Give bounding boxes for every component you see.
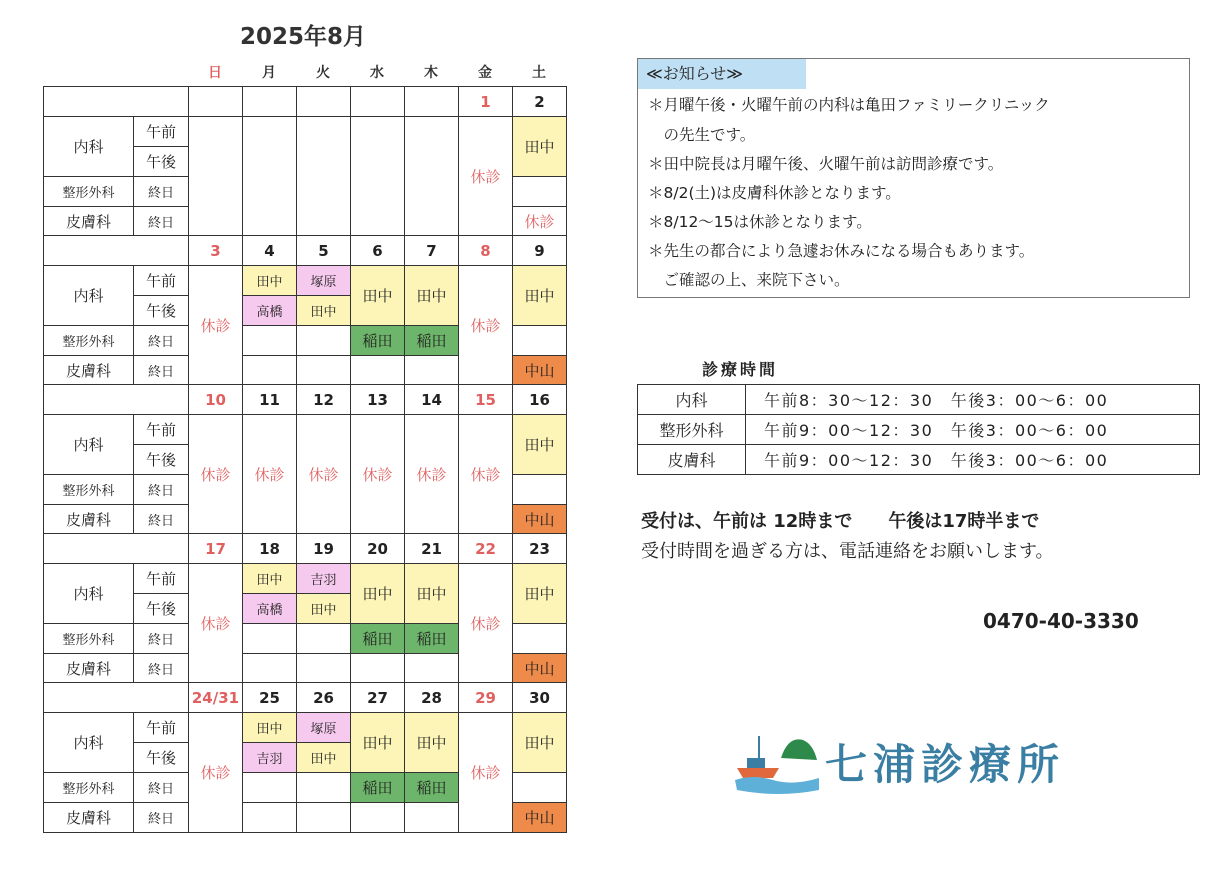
empty-cell — [242, 802, 297, 833]
date-cell — [188, 86, 243, 117]
time-label-pm: 午後 — [133, 146, 189, 177]
time-label-allday: 終日 — [133, 623, 189, 654]
day-header-fri: 金 — [478, 65, 492, 81]
date-cell: 12 — [296, 384, 351, 415]
dept-label-derm: 皮膚科 — [43, 653, 134, 684]
doctor-am: 田中 — [242, 563, 297, 594]
week-label-spacer — [43, 384, 189, 415]
day-header-sun: 日 — [208, 65, 222, 81]
empty-cell — [242, 653, 297, 684]
calendar-title: 2025年8月 — [240, 24, 367, 50]
date-cell — [350, 86, 405, 117]
time-label-am: 午前 — [133, 414, 189, 445]
doctor-am: 田中 — [242, 712, 297, 743]
notice-line: ご確認の上、来院下さい。 — [648, 271, 850, 289]
hours-row — [638, 445, 1200, 475]
time-label-am: 午前 — [133, 116, 189, 147]
empty-cell — [296, 623, 351, 654]
empty-cell — [512, 325, 567, 356]
dept-label-derm: 皮膚科 — [43, 802, 134, 833]
dept-label-ortho: 整形外科 — [43, 325, 134, 356]
empty-cell — [188, 116, 243, 237]
date-cell: 13 — [350, 384, 405, 415]
time-label-allday: 終日 — [133, 653, 189, 684]
empty-cell — [404, 355, 459, 386]
empty-cell — [242, 772, 297, 803]
notice-title: ≪お知らせ≫ — [638, 59, 806, 89]
hours-time: 午前9：00～12：30 午後3：00～6：00 — [746, 415, 1200, 445]
week-label-spacer — [43, 682, 189, 713]
day-header-thu: 木 — [424, 65, 438, 81]
week-label-spacer — [43, 533, 189, 564]
date-cell: 14 — [404, 384, 459, 415]
phone-number: 0470-40-3330 — [983, 609, 1139, 633]
date-cell: 10 — [188, 384, 243, 415]
empty-cell — [350, 116, 405, 237]
doctor-pm: 高橋 — [242, 295, 297, 326]
empty-cell — [242, 325, 297, 356]
date-cell — [242, 86, 297, 117]
dept-label-ortho: 整形外科 — [43, 176, 134, 207]
doctor-ortho: 稲田 — [404, 772, 459, 803]
closed-cell: 休診 — [296, 414, 351, 535]
date-cell: 7 — [404, 235, 459, 266]
time-label-pm: 午後 — [133, 444, 189, 475]
closed-cell: 休診 — [458, 414, 513, 535]
date-cell: 27 — [350, 682, 405, 713]
closed-cell: 休診 — [512, 206, 567, 237]
date-cell: 4 — [242, 235, 297, 266]
doctor-am: 塚原 — [296, 712, 351, 743]
clinic-name: 七浦診療所 — [825, 740, 1066, 789]
closed-cell: 休診 — [404, 414, 459, 535]
date-cell: 18 — [242, 533, 297, 564]
empty-cell — [404, 116, 459, 237]
date-cell: 5 — [296, 235, 351, 266]
time-label-allday: 終日 — [133, 504, 189, 535]
closed-cell: 休診 — [188, 414, 243, 535]
doctor-am: 吉羽 — [296, 563, 351, 594]
time-label-am: 午前 — [133, 712, 189, 743]
closed-cell: 休診 — [242, 414, 297, 535]
empty-cell — [350, 802, 405, 833]
notice-line: ＊月曜午後・火曜午前の内科は亀田ファミリークリニック — [648, 96, 1050, 114]
doctor-derm: 中山 — [512, 802, 567, 833]
doctor-ortho: 稲田 — [404, 325, 459, 356]
time-label-allday: 終日 — [133, 176, 189, 207]
hours-title: 診療時間 — [702, 360, 779, 379]
doctor-pm: 吉羽 — [242, 742, 297, 773]
doctor-internal: 田中 — [404, 563, 459, 624]
reception-hours: 受付は、午前は 12時まで 午後は17時半まで — [641, 511, 1040, 532]
date-cell: 15 — [458, 384, 513, 415]
date-cell: 11 — [242, 384, 297, 415]
date-cell: 22 — [458, 533, 513, 564]
doctor-internal: 田中 — [350, 563, 405, 624]
date-cell: 23 — [512, 533, 567, 564]
hours-dept: 皮膚科 — [638, 445, 746, 475]
doctor-pm: 高橋 — [242, 593, 297, 624]
notice-line: の先生です。 — [648, 126, 756, 144]
closed-cell: 休診 — [458, 116, 513, 237]
dept-label-internal: 内科 — [43, 116, 134, 177]
hours-time: 午前8：30～12：30 午後3：00～6：00 — [746, 385, 1200, 415]
date-cell: 20 — [350, 533, 405, 564]
notice-line: ＊8/2(土)は皮膚科休診となります。 — [648, 184, 901, 202]
date-cell: 8 — [458, 235, 513, 266]
doctor-internal: 田中 — [512, 712, 567, 773]
doctor-internal: 田中 — [512, 563, 567, 624]
empty-cell — [296, 325, 351, 356]
closed-cell: 休診 — [188, 563, 243, 684]
time-label-allday: 終日 — [133, 206, 189, 237]
empty-cell — [350, 653, 405, 684]
dept-label-ortho: 整形外科 — [43, 623, 134, 654]
empty-cell — [296, 653, 351, 684]
date-cell: 1 — [458, 86, 513, 117]
date-cell: 26 — [296, 682, 351, 713]
empty-cell — [512, 176, 567, 207]
closed-cell: 休診 — [350, 414, 405, 535]
doctor-ortho: 稲田 — [350, 772, 405, 803]
doctor-derm: 中山 — [512, 355, 567, 386]
date-cell: 21 — [404, 533, 459, 564]
date-cell: 30 — [512, 682, 567, 713]
date-cell: 3 — [188, 235, 243, 266]
doctor-am: 塚原 — [296, 265, 351, 296]
empty-cell — [350, 355, 405, 386]
date-cell: 19 — [296, 533, 351, 564]
time-label-am: 午前 — [133, 265, 189, 296]
doctor-derm: 中山 — [512, 504, 567, 535]
dept-label-internal: 内科 — [43, 414, 134, 475]
empty-cell — [296, 116, 351, 237]
day-header-sat: 土 — [532, 65, 546, 81]
doctor-derm: 中山 — [512, 653, 567, 684]
date-cell: 28 — [404, 682, 459, 713]
notice-line: ＊8/12～15は休診となります。 — [648, 213, 872, 231]
empty-cell — [404, 653, 459, 684]
boat-island-icon — [733, 728, 823, 794]
week-label-spacer — [43, 86, 189, 117]
empty-cell — [296, 355, 351, 386]
hours-dept: 内科 — [638, 385, 746, 415]
notice-line: ＊田中院長は月曜午後、火曜午前は訪問診療です。 — [648, 155, 1004, 173]
date-cell: 17 — [188, 533, 243, 564]
doctor-pm: 田中 — [296, 593, 351, 624]
clinic-logo — [733, 728, 1113, 794]
date-cell: 6 — [350, 235, 405, 266]
closed-cell: 休診 — [188, 712, 243, 833]
doctor-internal: 田中 — [350, 712, 405, 773]
doctor-am: 田中 — [242, 265, 297, 296]
empty-cell — [296, 802, 351, 833]
day-header-mon: 月 — [262, 65, 276, 81]
date-cell: 16 — [512, 384, 567, 415]
closed-cell: 休診 — [458, 563, 513, 684]
hours-time: 午前9：00～12：30 午後3：00～6：00 — [746, 445, 1200, 475]
hours-row — [638, 415, 1200, 445]
empty-cell — [242, 623, 297, 654]
time-label-pm: 午後 — [133, 295, 189, 326]
time-label-allday: 終日 — [133, 325, 189, 356]
empty-cell — [404, 802, 459, 833]
empty-cell — [512, 772, 567, 803]
doctor-ortho: 稲田 — [350, 623, 405, 654]
time-label-pm: 午後 — [133, 593, 189, 624]
reception-note: 受付時間を過ぎる方は、電話連絡をお願いします。 — [641, 541, 1054, 562]
doctor-internal: 田中 — [404, 265, 459, 326]
dept-label-ortho: 整形外科 — [43, 772, 134, 803]
empty-cell — [242, 355, 297, 386]
hours-row — [638, 385, 1200, 415]
time-label-allday: 終日 — [133, 355, 189, 386]
date-cell: 24/31 — [188, 682, 243, 713]
notice-line: ＊先生の都合により急遽お休みになる場合もあります。 — [648, 242, 1035, 260]
time-label-allday: 終日 — [133, 802, 189, 833]
date-cell — [296, 86, 351, 117]
doctor-internal: 田中 — [512, 116, 567, 177]
doctor-pm: 田中 — [296, 295, 351, 326]
date-cell: 29 — [458, 682, 513, 713]
date-cell: 2 — [512, 86, 567, 117]
dept-label-ortho: 整形外科 — [43, 474, 134, 505]
doctor-internal: 田中 — [512, 265, 567, 326]
day-header-wed: 水 — [370, 65, 384, 81]
time-label-am: 午前 — [133, 563, 189, 594]
time-label-pm: 午後 — [133, 742, 189, 773]
notice-box — [637, 58, 1190, 298]
doctor-ortho: 稲田 — [350, 325, 405, 356]
empty-cell — [512, 623, 567, 654]
date-cell: 25 — [242, 682, 297, 713]
dept-label-derm: 皮膚科 — [43, 206, 134, 237]
empty-cell — [242, 116, 297, 237]
empty-cell — [512, 474, 567, 505]
dept-label-internal: 内科 — [43, 563, 134, 624]
dept-label-derm: 皮膚科 — [43, 355, 134, 386]
doctor-internal: 田中 — [350, 265, 405, 326]
doctor-internal: 田中 — [512, 414, 567, 475]
week-label-spacer — [43, 235, 189, 266]
dept-label-derm: 皮膚科 — [43, 504, 134, 535]
hours-dept: 整形外科 — [638, 415, 746, 445]
hours-table — [637, 384, 1200, 475]
day-header-tue: 火 — [316, 65, 330, 81]
closed-cell: 休診 — [458, 265, 513, 386]
closed-cell: 休診 — [458, 712, 513, 833]
empty-cell — [296, 772, 351, 803]
doctor-pm: 田中 — [296, 742, 351, 773]
date-cell: 9 — [512, 235, 567, 266]
closed-cell: 休診 — [188, 265, 243, 386]
time-label-allday: 終日 — [133, 772, 189, 803]
time-label-allday: 終日 — [133, 474, 189, 505]
doctor-ortho: 稲田 — [404, 623, 459, 654]
dept-label-internal: 内科 — [43, 712, 134, 773]
dept-label-internal: 内科 — [43, 265, 134, 326]
doctor-internal: 田中 — [404, 712, 459, 773]
date-cell — [404, 86, 459, 117]
